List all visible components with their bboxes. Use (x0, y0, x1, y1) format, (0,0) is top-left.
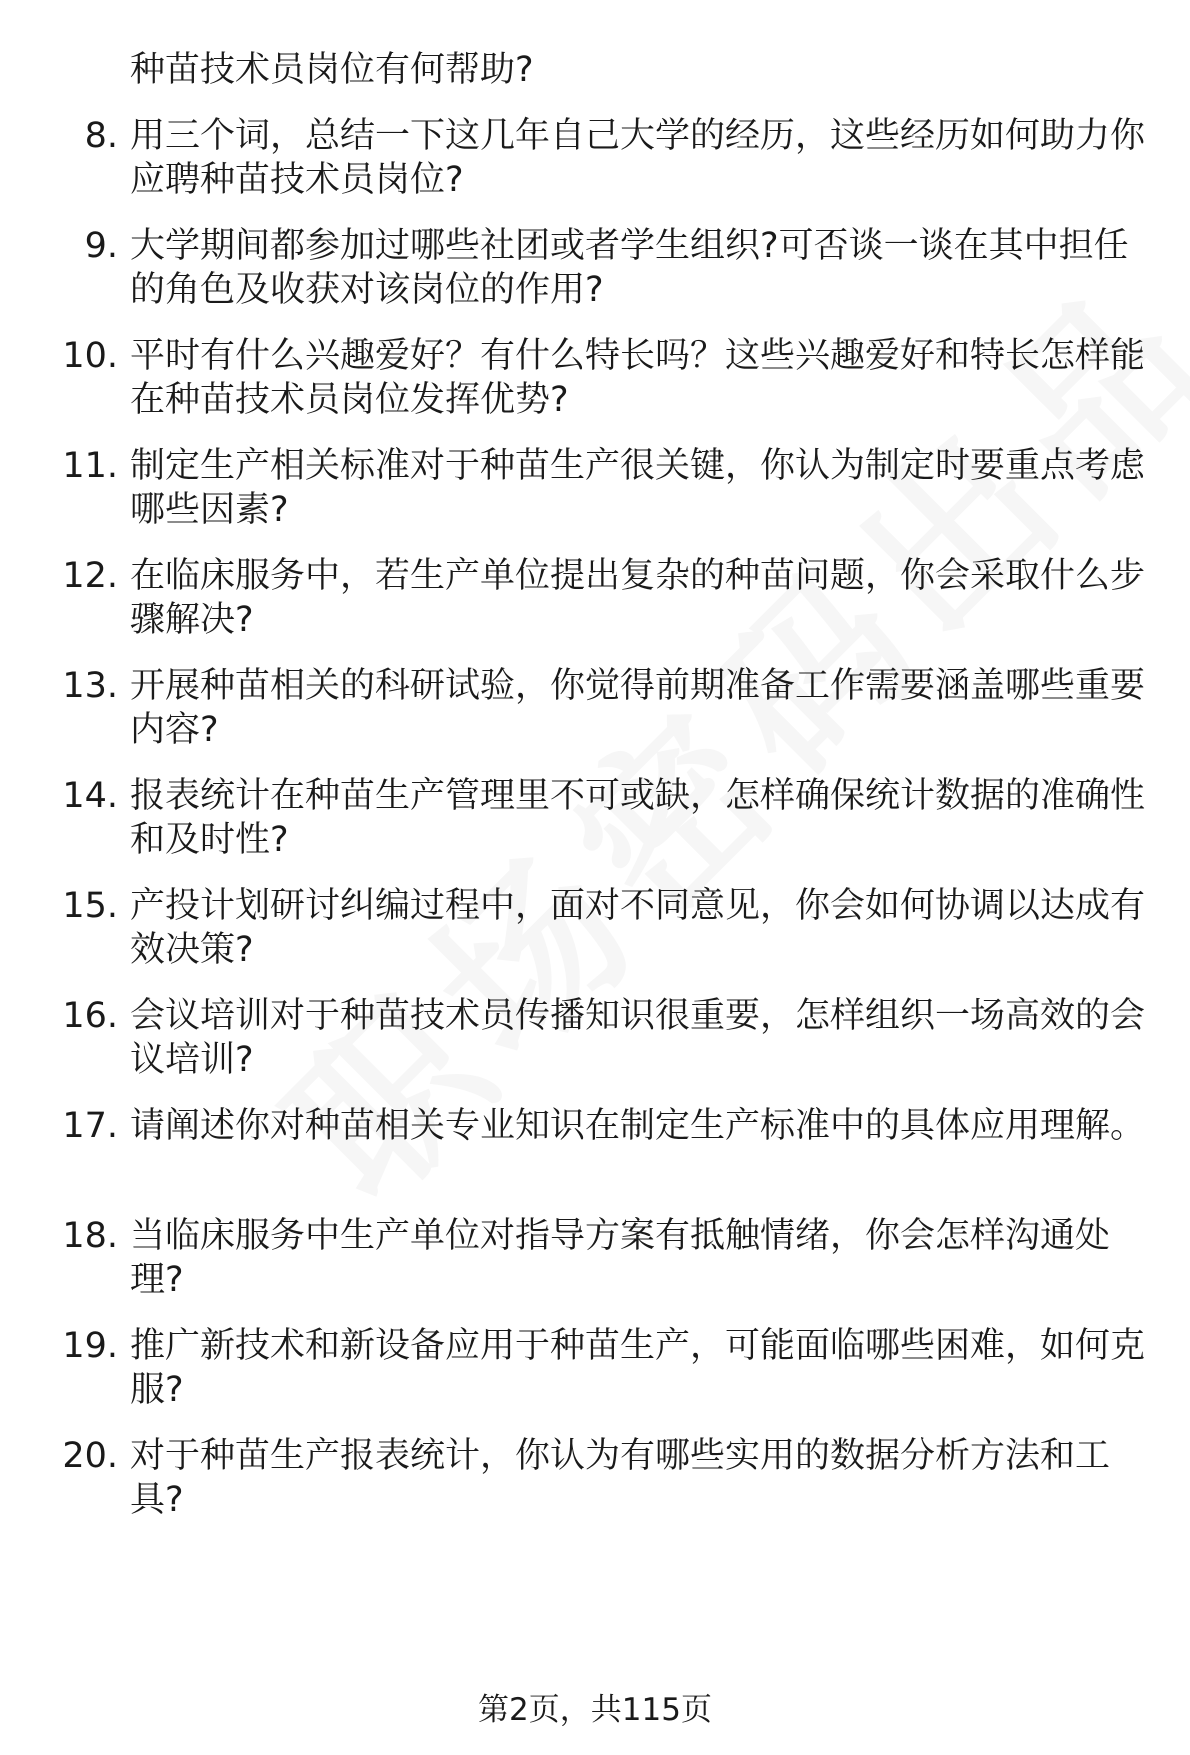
question-text: 产投计划研讨纠编过程中，面对不同意见，你会如何协调以达成有效决策? (130, 886, 1146, 970)
question-text: 用三个词，总结一下这几年自己大学的经历，这些经历如何助力你应聘种苗技术员岗位? (130, 116, 1146, 200)
question-number: 11. (62, 446, 118, 486)
question-number: 13. (62, 666, 118, 706)
question-text: 当临床服务中生产单位对指导方案有抵触情绪，你会怎样沟通处理? (130, 1216, 1111, 1300)
question-text: 对于种苗生产报表统计，你认为有哪些实用的数据分析方法和工具? (130, 1436, 1111, 1520)
question-text: 推广新技术和新设备应用于种苗生产，可能面临哪些困难，如何克服? (130, 1326, 1146, 1410)
question-number: 15. (62, 886, 118, 926)
question-number: 9. (84, 226, 118, 266)
question-text: 大学期间都参加过哪些社团或者学生组织?可否谈一谈在其中担任的角色及收获对该岗位的作用? (130, 226, 1129, 310)
question-number: 8. (84, 116, 118, 156)
question-number: 10. (62, 336, 118, 376)
question-number: 19. (62, 1326, 118, 1366)
continuation-text: 种苗技术员岗位有何帮助? (130, 50, 534, 90)
question-number: 16. (62, 996, 118, 1036)
question-text: 请阐述你对种苗相关专业知识在制定生产标准中的具体应用理解。 (130, 1106, 1146, 1146)
question-number: 12. (62, 556, 118, 596)
question-number: 20. (62, 1436, 118, 1476)
question-number: 14. (62, 776, 118, 816)
question-text: 在临床服务中，若生产单位提出复杂的种苗问题，你会采取什么步骤解决? (130, 556, 1146, 640)
question-text: 报表统计在种苗生产管理里不可或缺，怎样确保统计数据的准确性和及时性? (130, 776, 1146, 860)
page-footer: 第2页，共115页 (478, 1692, 712, 1728)
question-text: 制定生产相关标准对于种苗生产很关键，你认为制定时要重点考虑哪些因素? (130, 446, 1146, 530)
question-text: 开展种苗相关的科研试验，你觉得前期准备工作需要涵盖哪些重要内容? (130, 666, 1146, 750)
question-text: 会议培训对于种苗技术员传播知识很重要，怎样组织一场高效的会议培训? (130, 996, 1146, 1080)
question-number: 18. (62, 1216, 118, 1256)
question-text: 平时有什么兴趣爱好？有什么特长吗？这些兴趣爱好和特长怎样能在种苗技术员岗位发挥优势? (130, 336, 1146, 420)
question-number: 17. (62, 1106, 118, 1146)
